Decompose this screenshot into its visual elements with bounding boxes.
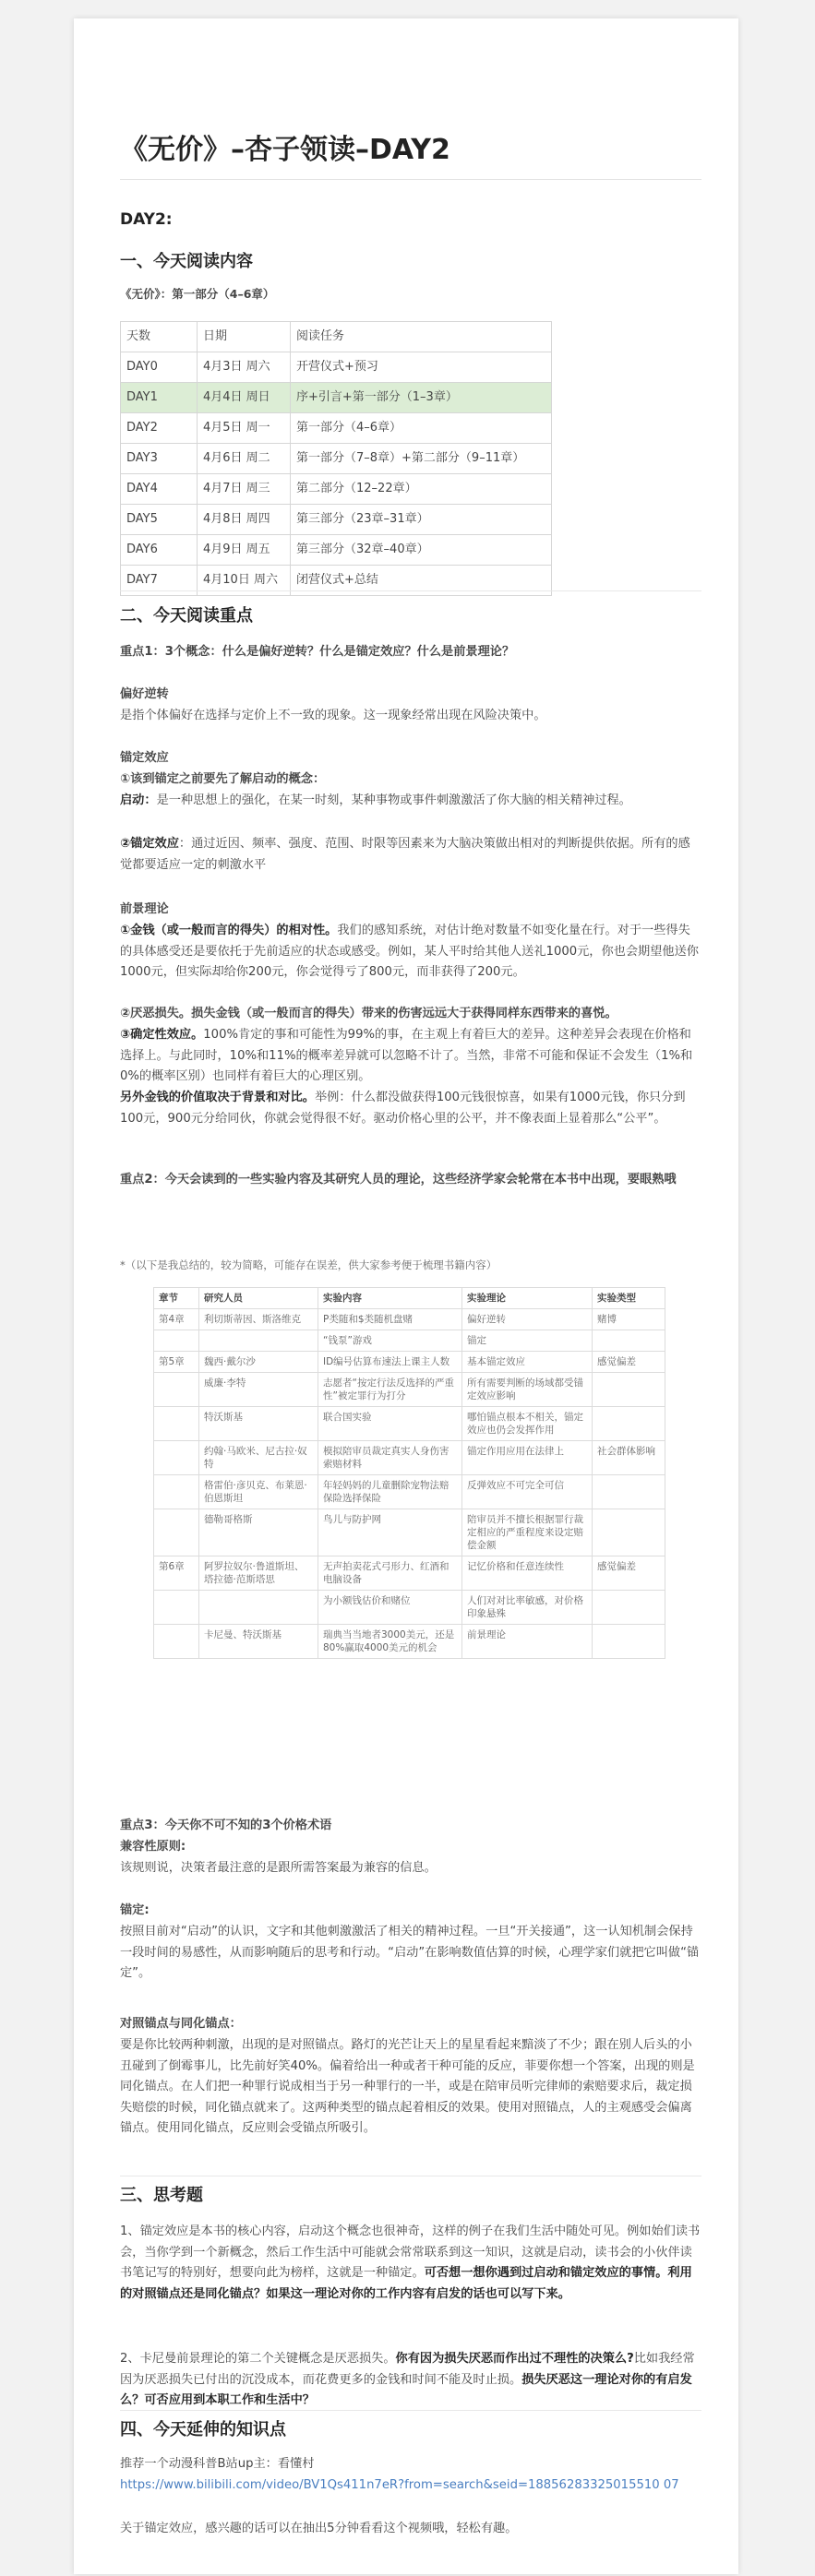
section4-heading: 四、今天延伸的知识点 <box>120 2420 286 2439</box>
prospect-point1 <box>120 921 701 984</box>
table-cell: 第5章 <box>154 1352 199 1373</box>
pref-reversal-title: 偏好逆转 <box>120 687 169 701</box>
table-cell: 赌博 <box>593 1309 665 1330</box>
table-cell: 前景理论 <box>462 1625 593 1659</box>
prospect-point4-text: 举例：什么都没做获得100元钱很惊喜，如果有1000元钱，你只分到100元，900元分给同伙，你就会觉得很不好。驱动价格心里的公平，并不像表面上显着那么“公平”。 <box>120 1091 686 1126</box>
table-cell: 偏好逆转 <box>462 1309 593 1330</box>
table-row <box>154 1509 665 1556</box>
table-row <box>154 1352 665 1373</box>
section1-heading: 一、今天阅读内容 <box>120 252 253 271</box>
prospect-point1-label: ①金钱（或一般而言的得失）的相对性。 <box>120 924 338 937</box>
question2-followup: 损失厌恶这一理论对你的有启发么？可否应用到本职工作和生活中？ <box>120 2372 692 2407</box>
anchoring-effect-label: ②锚定效应 <box>120 837 179 851</box>
table-cell: 德勒哥格斯 <box>199 1509 318 1556</box>
table-cell: 感觉偏差 <box>593 1352 665 1373</box>
table-cell <box>154 1591 199 1625</box>
cell-date: 4月6日 周二 <box>198 444 291 474</box>
table-cell: 特沃斯基 <box>199 1407 318 1441</box>
table-cell <box>154 1625 199 1659</box>
table-row <box>121 474 552 505</box>
cell-task: 第一部分（4–6章） <box>291 413 552 444</box>
cell-task: 闭营仪式+总结 <box>291 566 552 596</box>
prospect-point3-label: ③确定性效应。 <box>120 1028 204 1042</box>
table-cell <box>593 1475 665 1509</box>
table-row <box>121 505 552 535</box>
compat-title: 兼容性原则: <box>120 1840 186 1854</box>
table-row <box>121 535 552 566</box>
table-row <box>121 444 552 474</box>
col-type: 实验类型 <box>593 1288 665 1309</box>
table-row <box>121 352 552 383</box>
table-cell: 基本锚定效应 <box>462 1352 593 1373</box>
table-cell: 瑞典当当地者3000美元，还是80%赢取4000美元的机会 <box>318 1625 462 1659</box>
table-cell: 陪审员并不擅长根据罪行裁定相应的严重程度来设定赔偿金额 <box>462 1509 593 1556</box>
contrast-anchor-text: 要是你比较两种刺激，出现的是对照锚点。路灯的光芒让天上的星星看起来黯淡了不少；跟在别人后头的小丑碰到了倒霉事儿，比先前好笑40%。偏着给出一种或者干种可能的反应，菲要你想一个答案，出现的则是同化锚点。在人们把一种罪行说成相当于另一种罪行的一半，或是在陪审员听完律师的索赔要求后，裁定损失赔偿的时候，同化锚点就来了。这两种类型的锚点起着相反的效果。使用对照锚点，人的主观感受会偏离锚点。使用同化锚点，反应则会受锚点所吸引。 <box>120 2038 695 2135</box>
col-experiment: 实验内容 <box>318 1288 462 1309</box>
table-cell: 约翰·马欧米、尼古拉·奴特 <box>199 1441 318 1475</box>
table-cell: 为小额钱估价和赌位 <box>318 1591 462 1625</box>
table-cell: 志愿者“按定行法反选择的严重性”被定罪行为打分 <box>318 1373 462 1407</box>
table-cell <box>154 1509 199 1556</box>
prospect-point4 <box>120 1088 701 1129</box>
table-cell: 阿罗拉奴尔·鲁道斯坦、塔拉德·范斯塔思 <box>199 1556 318 1591</box>
prospect-point3 <box>120 1025 701 1088</box>
page-title: 《无价》–杏子领读–DAY2 <box>120 134 450 166</box>
cell-day: DAY3 <box>121 444 198 474</box>
prospect-point3-text: 100%肯定的事和可能性为99%的事，在主观上有着巨大的差异。这种差异会表现在价格和选择上。与此同时，10%和11%的概率差异就可以忽略不计了。当然，非常不可能和保证不会发生（1%和0%的概率区别）也同样有着巨大的心理区别。 <box>120 1028 693 1083</box>
col-header-task: 阅读任务 <box>291 322 552 352</box>
section-divider <box>120 2410 701 2411</box>
table-cell: ID编号估算布速法上课主人数 <box>318 1352 462 1373</box>
table-cell: 年轻妈妈的儿童删除宠物法赔保险选择保险 <box>318 1475 462 1509</box>
video-link[interactable]: https://www.bilibili.com/video/BV1Qs411n7eR?from=search&seid=18856283325015510 07 <box>120 2478 679 2492</box>
table-cell: 哪怕锚点根本不相关，锚定效应也仍会发挥作用 <box>462 1407 593 1441</box>
table-cell: 第6章 <box>154 1556 199 1591</box>
anchor-term-title: 锚定: <box>120 1903 150 1917</box>
book-range: 《无价》：第一部分（4–6章） <box>120 287 275 301</box>
table-cell: 社会群体影响 <box>593 1441 665 1475</box>
question1-context: 1、锚定效应是本书的核心内容，启动这个概念也很神奇，这样的例子在我们生活中随处可见。例如始们读书会，当你学到一个新概念，然后工作生活中可能就会常常联系到这一知识，这就是启动，读书会的小伙伴读书笔记写的特别好，想要向此为榜样，这就是一种锚定。 <box>120 2224 701 2280</box>
anchoring-line3 <box>120 834 701 876</box>
table-cell <box>593 1407 665 1441</box>
table-row <box>154 1309 665 1330</box>
prospect-point2: ②厌恶损失。损失金钱（或一般而言的得失）带来的伤害远远大于获得同样东西带来的喜悦。 <box>120 1007 617 1020</box>
cell-day: DAY0 <box>121 352 198 383</box>
table-row <box>154 1556 665 1591</box>
table-row <box>154 1373 665 1407</box>
schedule-table <box>120 321 552 596</box>
table-row <box>154 1625 665 1659</box>
table-cell: 魏西·戴尔沙 <box>199 1352 318 1373</box>
question1 <box>120 2222 701 2305</box>
anchoring-effect-text: ：通过近因、频率、强度、范围、时限等因素来为大脑决策做出相对的判断提供依据。所有的感觉都要适应一定的刺激水平 <box>120 837 690 872</box>
cell-date: 4月9日 周五 <box>198 535 291 566</box>
table-cell: 模拟陪审员裁定真实人身伤害索赔材料 <box>318 1441 462 1475</box>
table-row <box>154 1591 665 1625</box>
cell-date: 4月7日 周三 <box>198 474 291 505</box>
cell-date: 4月3日 周六 <box>198 352 291 383</box>
prospect-point1-text: 我们的感知系统，对估计绝对数量不如变化量在行。对于一些得失的具体感受还是要依托于先前适应的状态或感受。例如，某人平时给其他人送礼1000元，你也会期望他送你1000元，但实际却给你200元，你会觉得亏了800元，而非获得了200元。 <box>120 924 699 979</box>
table-cell: 卡尼曼、特沃斯基 <box>199 1625 318 1659</box>
table-row <box>154 1475 665 1509</box>
cell-day: DAY2 <box>121 413 198 444</box>
col-researcher: 研究人员 <box>199 1288 318 1309</box>
table-cell: 感觉偏差 <box>593 1556 665 1591</box>
question2 <box>120 2349 701 2412</box>
table-cell <box>593 1591 665 1625</box>
table-cell <box>154 1373 199 1407</box>
cell-date: 4月4日 周日 <box>198 383 291 413</box>
title-divider <box>120 179 701 180</box>
summary-note: *（以下是我总结的，较为简略，可能存在误差，供大家参考便于梳理书籍内容） <box>120 1258 497 1271</box>
question2-prompt: 你有因为损失厌恶而作出过不理性的决策么? <box>395 2352 634 2366</box>
table-cell: 反弹效应不可完全可信 <box>462 1475 593 1509</box>
section2-heading: 二、今天阅读重点 <box>120 606 253 626</box>
table-cell: 格雷伯·彦贝克、布莱恩·伯恩斯坦 <box>199 1475 318 1509</box>
anchoring-line2 <box>120 791 701 812</box>
table-cell <box>593 1625 665 1659</box>
table-cell <box>593 1330 665 1352</box>
question2-example: 比如我经常因为厌恶损失已付出的沉没成本，而花费更多的金钱和时间不能及时止损。 <box>120 2352 695 2387</box>
pref-reversal-text: 是指个体偏好在选择与定价上不一致的现象。这一现象经常出现在风险决策中。 <box>120 709 546 722</box>
table-cell <box>593 1373 665 1407</box>
experiments-header-row <box>154 1288 665 1309</box>
table-cell: 人们对对比率敏感，对价格印象悬殊 <box>462 1591 593 1625</box>
table-row <box>154 1330 665 1352</box>
table-cell: 联合国实验 <box>318 1407 462 1441</box>
table-cell <box>154 1475 199 1509</box>
cell-task: 第三部分（23章–31章） <box>291 505 552 535</box>
anchor-term-text: 按照目前对“启动”的认识，文字和其他刺激激活了相关的精神过程。一旦“开关接通”，这一认知机制会保持一段时间的易感性，从而影响随后的思考和行动。“启动”在影响数值估算的时候，心理学家们就把它叫做“锚定”。 <box>120 1925 700 1980</box>
prospect-point4-label: 另外金钱的价值取决于背景和对比。 <box>120 1091 315 1104</box>
focus3-title: 重点3：今天你不可不知的3个价格术语 <box>120 1819 332 1832</box>
contrast-anchor-title: 对照锚点与同化锚点： <box>120 2017 242 2031</box>
table-cell: 利切斯蒂因、斯洛维克 <box>199 1309 318 1330</box>
cell-day: DAY7 <box>121 566 198 596</box>
compat-text: 该规则说，决策者最注意的是跟所需答案最为兼容的信息。 <box>120 1861 437 1875</box>
cell-task: 第三部分（32章–40章） <box>291 535 552 566</box>
anchoring-title: 锚定效应 <box>120 751 169 765</box>
anchoring-line1: ①该到锚定之前要先了解启动的概念： <box>120 772 326 786</box>
day-heading: DAY2: <box>120 210 173 229</box>
table-header-row <box>121 322 552 352</box>
cell-date: 4月8日 周四 <box>198 505 291 535</box>
table-cell <box>154 1407 199 1441</box>
cell-day: DAY5 <box>121 505 198 535</box>
table-cell: 无声拍卖花式弓形力、红酒和电脑设备 <box>318 1556 462 1591</box>
cell-day: DAY6 <box>121 535 198 566</box>
cell-date: 4月10日 周六 <box>198 566 291 596</box>
focus1-title: 重点1：3个概念：什么是偏好逆转？什么是锚定效应？什么是前景理论？ <box>120 645 515 659</box>
table-cell: 威廉·李特 <box>199 1373 318 1407</box>
table-cell: 第4章 <box>154 1309 199 1330</box>
table-cell <box>199 1330 318 1352</box>
table-cell <box>154 1441 199 1475</box>
question1-prompt: 可否想一想你遇到过启动和锚定效应的事情。利用的对照锚点还是同化锚点？如果这一理论对你的工作内容有启发的话也可以写下来。 <box>120 2266 692 2301</box>
table-row <box>154 1441 665 1475</box>
table-row-highlighted <box>121 383 552 413</box>
section-divider <box>120 590 701 591</box>
cell-date: 4月5日 周一 <box>198 413 291 444</box>
table-cell <box>154 1330 199 1352</box>
table-cell: 所有需要判断的场域都受锚定效应影响 <box>462 1373 593 1407</box>
question2-intro: 2、卡尼曼前景理论的第二个关键概念是厌恶损失。 <box>120 2352 396 2366</box>
experiments-table-image <box>153 1287 665 1659</box>
col-header-day: 天数 <box>121 322 198 352</box>
col-theory: 实验理论 <box>462 1288 593 1309</box>
document-page <box>74 18 738 2574</box>
closing-text: 关于锚定效应，感兴趣的话可以在抽出5分钟看看这个视频哦，轻松有趣。 <box>120 2522 518 2535</box>
table-cell: “钱泵”游戏 <box>318 1330 462 1352</box>
priming-label: 启动： <box>120 793 157 807</box>
prospect-theory-title: 前景理论 <box>120 902 169 916</box>
table-cell <box>593 1509 665 1556</box>
cell-task: 开营仪式+预习 <box>291 352 552 383</box>
table-cell: 鸟儿与防护网 <box>318 1509 462 1556</box>
col-chapter: 章节 <box>154 1288 199 1309</box>
table-cell: 锚定 <box>462 1330 593 1352</box>
section3-heading: 三、思考题 <box>120 2186 203 2205</box>
recommendation-text: 推荐一个动漫科普B站up主：看懂村 <box>120 2457 315 2471</box>
cell-task: 第二部分（12–22章） <box>291 474 552 505</box>
table-row <box>121 413 552 444</box>
table-cell: P类随和$类随机盘赌 <box>318 1309 462 1330</box>
cell-day: DAY4 <box>121 474 198 505</box>
table-cell: 记忆价格和任意连续性 <box>462 1556 593 1591</box>
table-cell: 锚定作用应用在法律上 <box>462 1441 593 1475</box>
col-header-date: 日期 <box>198 322 291 352</box>
cell-task: 序+引言+第一部分（1–3章） <box>291 383 552 413</box>
table-row <box>154 1407 665 1441</box>
cell-task: 第一部分（7–8章）+第二部分（9–11章） <box>291 444 552 474</box>
cell-day: DAY1 <box>121 383 198 413</box>
table-cell <box>199 1591 318 1625</box>
priming-text: 是一种思想上的强化，在某一时刻，某种事物或事件刺激激活了你大脑的相关精神过程。 <box>156 793 631 807</box>
focus2-title: 重点2：今天会读到的一些实验内容及其研究人员的理论，这些经济学家会轮常在本书中出现，要眼熟哦 <box>120 1173 677 1187</box>
